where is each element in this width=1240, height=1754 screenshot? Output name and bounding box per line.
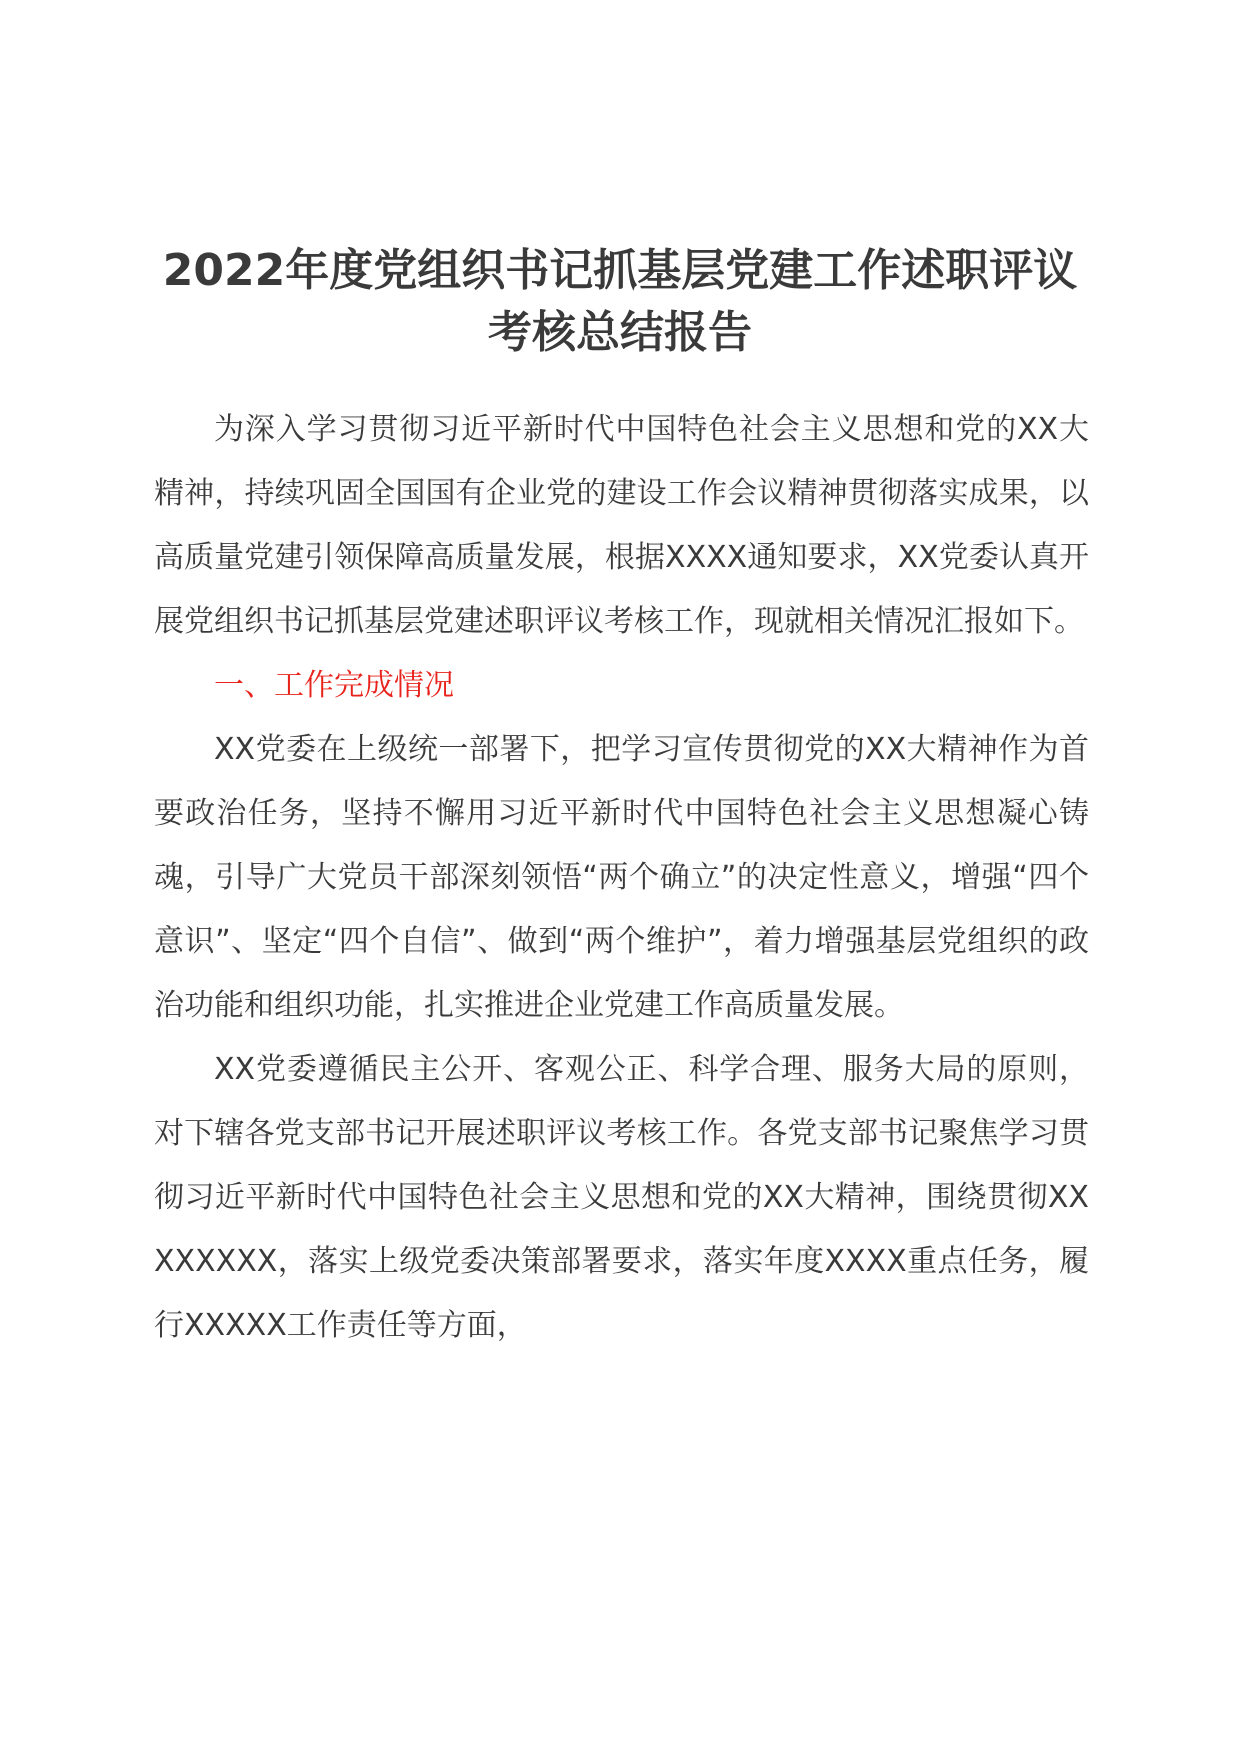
body-paragraph: XX党委遵循民主公开、客观公正、科学合理、服务大局的原则，对下辖各党支部书记开展述职评议考核工作。各党支部书记聚焦学习贯彻习近平新时代中国特色社会主义思想和党的XX大精神，围绕贯彻XXXXXXXX，落实上级党委决策部署要求，落实年度XXXX重点任务，履行XXXXX工作责任等方面，	[154, 1052, 1089, 1343]
body-paragraph: XX党委在上级统一部署下，把学习宣传贯彻党的XX大精神作为首要政治任务，坚持不懈用习近平新时代中国特色社会主义思想凝心铸魂，引导广大党员干部深刻领悟“两个确立”的决定性意义，增强“四个意识”、坚定“四个自信”、做到“两个维护”，着力增强基层党组织的政治功能和组织功能，扎实推进企业党建工作高质量发展。	[154, 732, 1089, 1023]
section-heading: 一、工作完成情况	[214, 668, 454, 703]
document-title: 2022年度党组织书记抓基层党建工作述职评议考核总结报告	[162, 245, 1078, 358]
document-body	[154, 398, 1089, 1358]
intro-paragraph: 为深入学习贯彻习近平新时代中国特色社会主义思想和党的XX大精神，持续巩固全国国有企业党的建设工作会议精神贯彻落实成果，以高质量党建引领保障高质量发展，根据XXXX通知要求，XX党委认真开展党组织书记抓基层党建述职评议考核工作，现就相关情况汇报如下。	[154, 412, 1089, 639]
